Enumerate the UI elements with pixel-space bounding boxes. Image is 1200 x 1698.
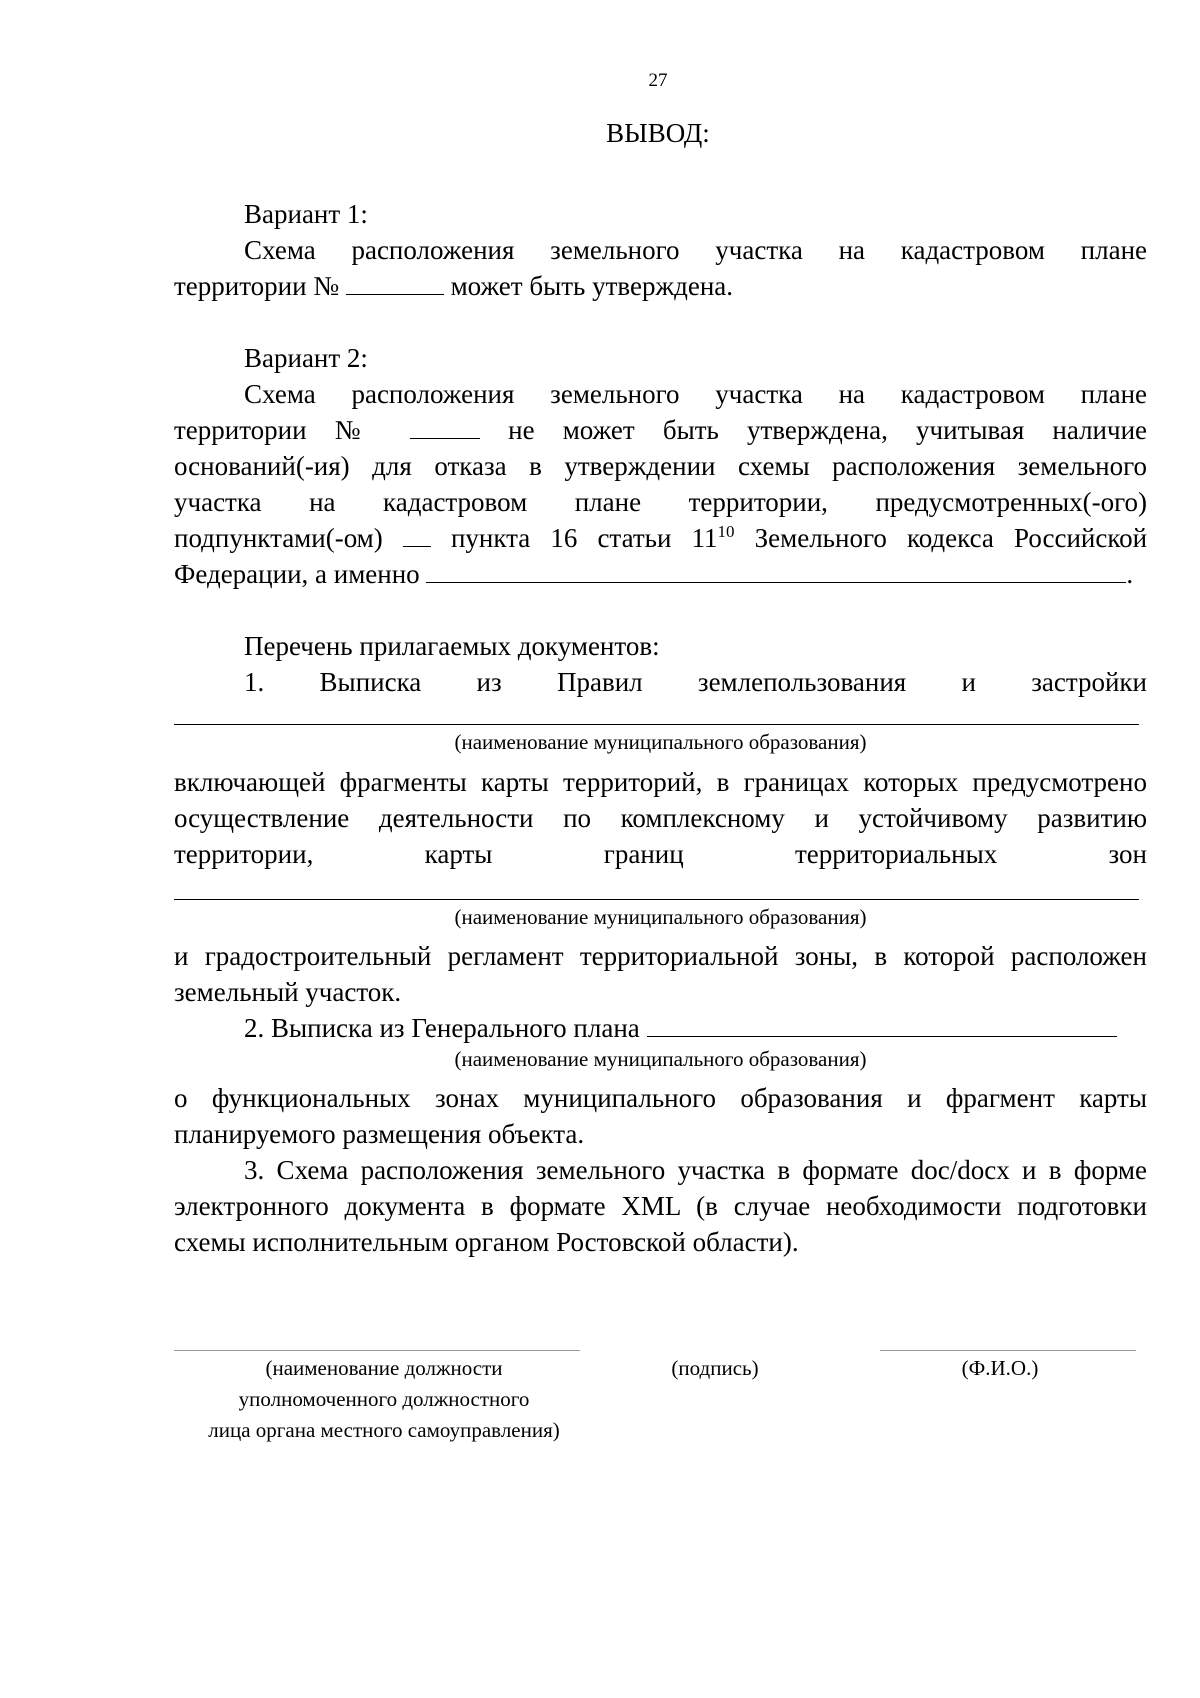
item1-line7: и градостроительный регламент территориальной зоны, в которой расположен <box>174 941 1147 971</box>
general-plan-blank <box>647 1012 1117 1037</box>
document-title: ВЫВОД: <box>606 118 710 148</box>
variant2-line2: территории № не может быть утверждена, учитывая наличие <box>174 415 1148 445</box>
item1-line5: территории, карты границ территориальных зон <box>174 839 1147 869</box>
item1-line8: земельный участок. <box>174 977 402 1007</box>
reasons-blank <box>426 558 1126 583</box>
variant2-line6: Федерации, а именно . <box>174 559 1134 589</box>
municipality-caption-2: (наименование муниципального образования) <box>454 905 867 929</box>
signature-caption: (подпись) <box>671 1356 759 1380</box>
territory-number-blank <box>410 414 480 439</box>
documents-heading: Перечень прилагаемых документов: <box>244 631 660 661</box>
variant1-block <box>174 196 1147 304</box>
position-signature-line <box>174 1350 580 1351</box>
variant2-block <box>174 340 1147 592</box>
variant1-heading: Вариант 1: <box>244 199 368 229</box>
variant2-line5: подпунктами(-ом) пункта 16 статьи $11^{10}$ Земельного кодекса Российской <box>174 522 1148 553</box>
variant2-line1: Схема расположения земельного участка на кадастровом плане <box>244 379 1147 409</box>
article-superscript: 10 <box>717 522 735 541</box>
variant1-line2: территории № может быть утверждена. <box>174 271 734 301</box>
full-name-caption: (Ф.И.О.) <box>961 1356 1039 1380</box>
subpoint-blank <box>403 522 431 547</box>
item2-line3: о функциональных зонах муниципального образования и фрагмент карты <box>174 1083 1147 1113</box>
municipality-caption-1: (наименование муниципального образования) <box>454 730 867 754</box>
item1-line3: включающей фрагменты карты территорий, в границах которых предусмотрено <box>174 767 1147 797</box>
item1-line1: 1. Выписка из Правил землепользования и застройки <box>244 667 1147 697</box>
page-number: 27 <box>648 70 668 91</box>
name-signature-line <box>880 1350 1136 1351</box>
item1-block <box>174 764 1147 872</box>
variant1-line1: Схема расположения земельного участка на кадастровом плане <box>244 235 1147 265</box>
variant2-heading: Вариант 2: <box>244 343 368 373</box>
item2-line4: планируемого размещения объекта. <box>174 1119 585 1149</box>
municipality-caption-3: (наименование муниципального образования) <box>454 1047 867 1071</box>
variant2-line3: оснований(-ия) для отказа в утверждении схемы расположения земельного <box>174 451 1147 481</box>
variant2-line4: участка на кадастровом плане территории, предусмотренных(-ого) <box>174 487 1147 517</box>
documents-heading-block <box>174 628 1147 700</box>
item2-line1: 2. Выписка из Генерального плана <box>174 1010 1147 1046</box>
item1-line4: осуществление деятельности по комплексному и устойчивому развитию <box>174 803 1147 833</box>
municipality-line-1 <box>174 724 1139 725</box>
item1-end-block <box>174 938 1147 1046</box>
municipality-line-2 <box>174 899 1139 900</box>
item2-3-block <box>174 1080 1147 1260</box>
item3-line2: электронного документа в формате XML (в случае необходимости подготовки <box>174 1191 1147 1221</box>
position-caption: (наименование должности уполномоченного должностного лица органа местного самоуправления) <box>208 1356 560 1442</box>
territory-number-blank <box>346 270 444 295</box>
item3-line1: 3. Схема расположения земельного участка в формате doc/docx и в форме <box>244 1155 1147 1185</box>
item3-line3: схемы исполнительным органом Ростовской области). <box>174 1227 799 1257</box>
